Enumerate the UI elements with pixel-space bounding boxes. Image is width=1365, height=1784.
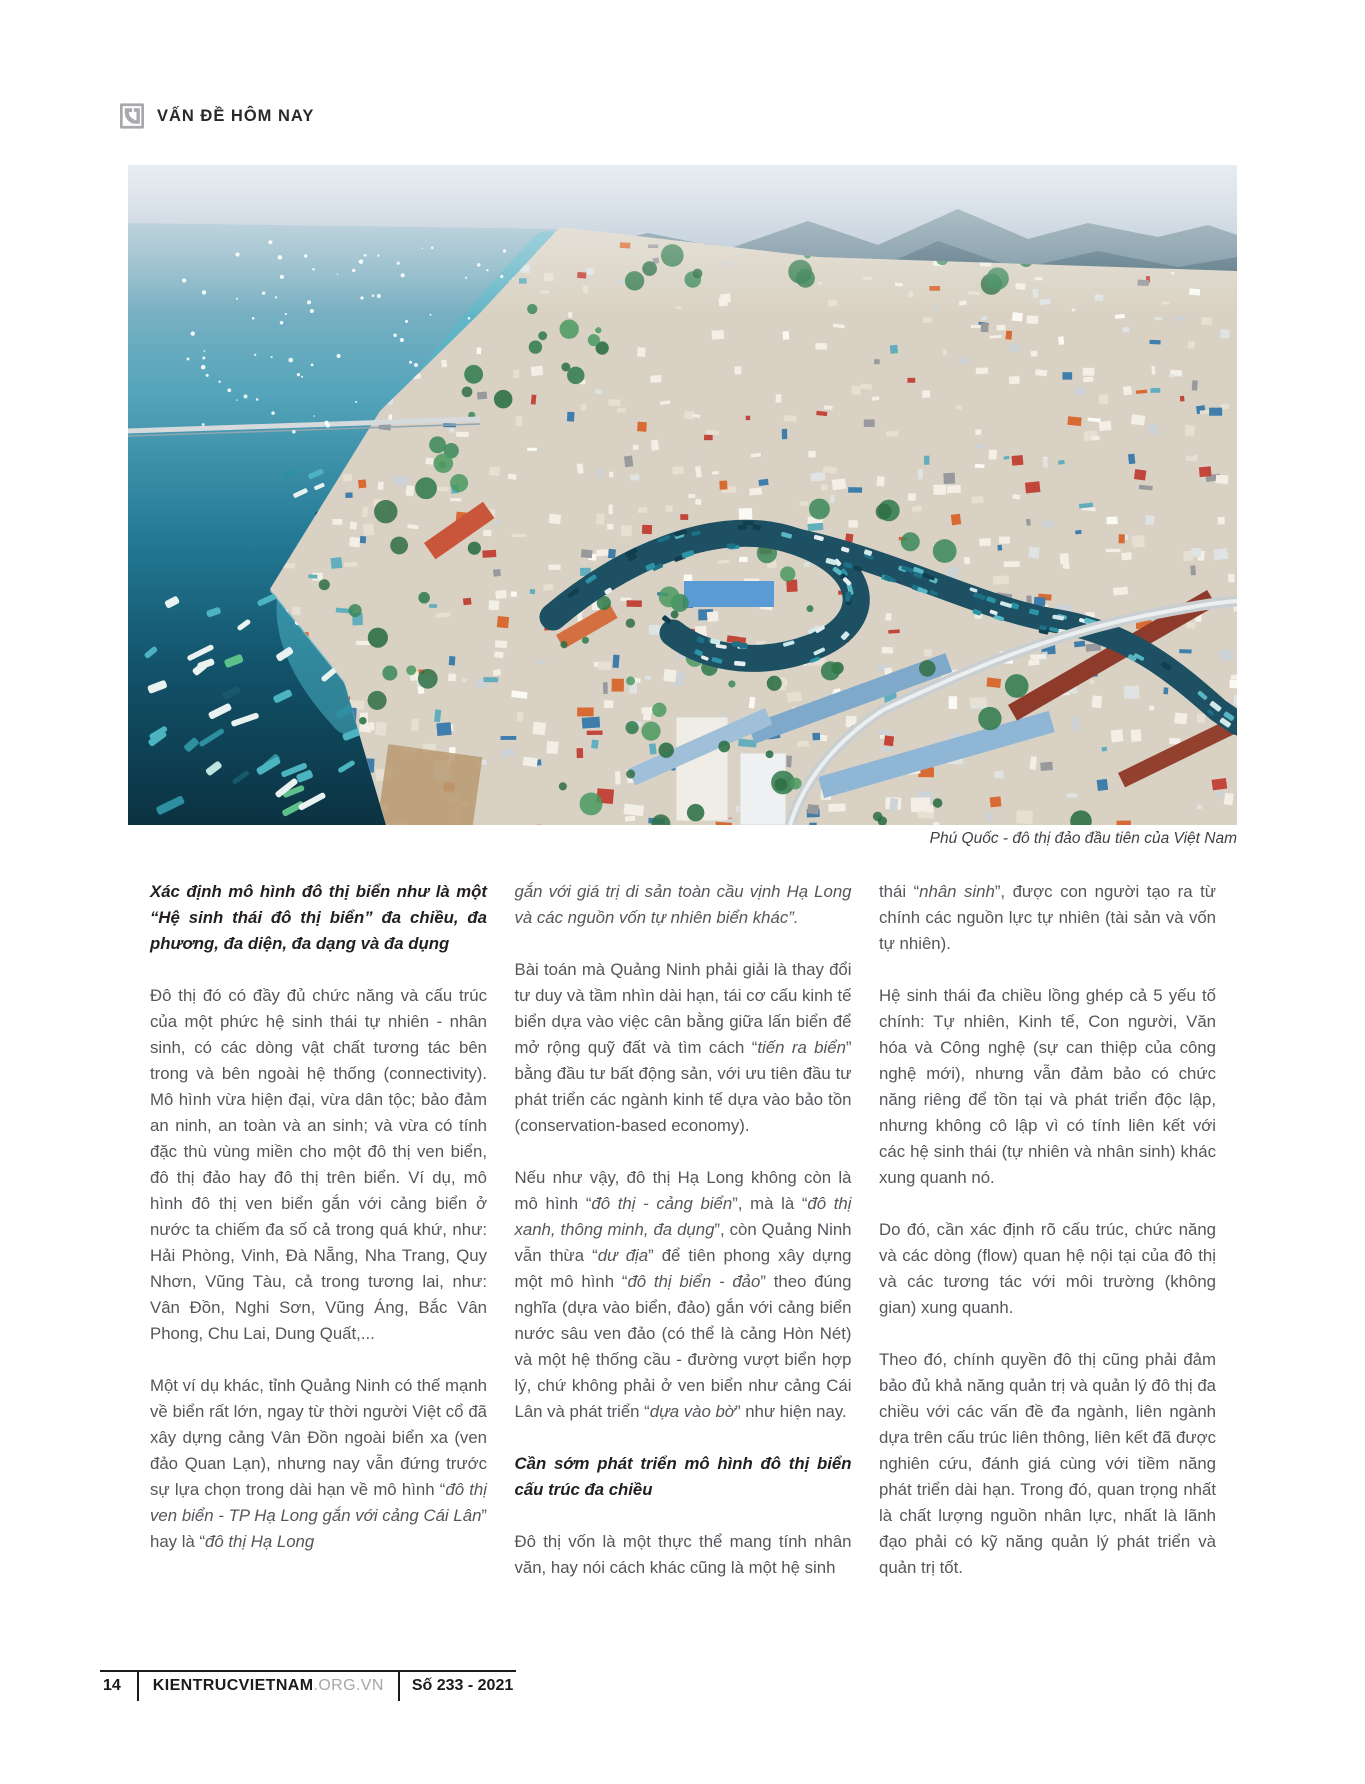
page-footer [100,1670,516,1701]
site-name-light: .ORG.VN [313,1677,384,1694]
article-paragraph: Do đó, cần xác định rõ cấu trúc, chức năng và các dòng (flow) quan hệ nội tại của đô thị và các tương tác với môi trường (không gian) xung quanh. [879,1220,1216,1317]
article-paragraph: Bài toán mà Quảng Ninh phải giải là thay đổi tư duy và tầm nhìn dài hạn, tái cơ cấu kinh tế biển dựa vào việc cân bằng giữa lấn biển để mở rộng quỹ đất và tìm cách “tiến ra biển” bằng đầu tư bất động sản, với ưu tiên đầu tư phát triển các ngành kinh tế dựa vào bảo tồn (conservation-based economy). [514,960,852,1135]
photo-scene [128,165,1237,825]
article-subheading: Cần sớm phát triển mô hình đô thị biển cấu trúc đa chiều [514,1454,852,1499]
article-paragraph: Nếu như vậy, đô thị Hạ Long không còn là mô hình “đô thị - cảng biển”, mà là “đô thị xanh, thông minh, đa dụng”, còn Quảng Ninh vẫn thừa “dư địa” để tiên phong xây dựng một mô hình “đô thị biển - đảo” theo đúng nghĩa (dựa vào biển, đảo) gắn với cảng biển nước sâu ven đảo (có thể là cảng Hòn Nét) và một hệ thống cầu - đường vượt biển hợp lý, chứ không phải ở ven biển như cảng Cái Lân và phát triển “dựa vào bờ” như hiện nay. [514,1168,852,1421]
section-title: VẤN ĐỀ HÔM NAY [157,106,315,125]
article-column-1 [150,879,487,1607]
photo-caption: Phú Quốc - đô thị đảo đầu tiên của Việt Nam [929,830,1237,847]
site-name-bold: KIENTRUCVIETNAM [152,1677,314,1694]
article-subheading: Xác định mô hình đô thị biển như là một “Hệ sinh thái đô thị biển” đa chiều, đa phương, đa diện, đa dạng và đa dụng [150,882,487,953]
article-paragraph: gắn với giá trị di sản toàn cầu vịnh Hạ Long và các nguồn vốn tự nhiên biển khác”. [514,882,852,927]
aerial-photo-phu-quoc [128,165,1237,825]
article-paragraph: Đô thị đó có đầy đủ chức năng và cấu trúc của một phức hệ sinh thái tự nhiên - nhân sinh, có các dòng vật chất tương tác bên trong và bên ngoài hệ thống (connectivity). Mô hình vừa hiện đại, vừa dân tộc; bảo đảm an ninh, an toàn và an sinh; và vừa có tính đặc thù vùng miền cho một đô thị ven biển, đô thị đảo hay đô thị trên biển. Ví dụ, mô hình đô thị ven biển gắn với cảng biển ở nước ta chiếm đa số cả trong quá khứ, như: Hải Phòng, Vinh, Đà Nẵng, Nha Trang, Quy Nhơn, Vũng Tàu, cả trong tương lai, như: Vân Đồn, Nghi Sơn, Vũng Áng, Bắc Vân Phong, Chu Lai, Dung Quất,... [150,986,487,1343]
site-name [137,1672,398,1701]
article-paragraph: Một ví dụ khác, tỉnh Quảng Ninh có thế mạnh về biển rất lớn, ngay từ thời người Việt cổ đã xây dựng cảng Vân Đồn ngoài biển xa (ven đảo Quan Lạn), nhưng nay vẫn đứng trước sự lựa chọn trong dài hạn về mô hình “đô thị ven biển - TP Hạ Long gắn với cảng Cái Lân” hay là “đô thị Hạ Long [150,1376,487,1551]
page-header [120,103,314,129]
article-paragraph: thái “nhân sinh”, được con người tạo ra từ chính các nguồn lực tự nhiên (tài sản và vốn tự nhiên). [879,882,1216,953]
article-column-3 [879,879,1216,1607]
article-paragraph: Hệ sinh thái đa chiều lồng ghép cả 5 yếu tố chính: Tự nhiên, Kinh tế, Con người, Văn hóa và Công nghệ (sự can thiệp của công nghệ mới), nhưng vẫn đảm bảo có chức năng riêng để tồn tại và phát triển độc lập, nhưng không cô lập vì có tính liên kết với các hệ sinh thái (tự nhiên và nhân sinh) khác xung quanh nó. [879,986,1216,1187]
article-columns [150,879,1216,1607]
page-number: 14 [103,1677,121,1694]
article-column-2 [515,879,852,1607]
magazine-logo-icon [120,103,144,129]
article-paragraph: Đô thị vốn là một thực thể mang tính nhân văn, hay nói cách khác cũng là một hệ sinh [514,1532,852,1577]
article-paragraph: Theo đó, chính quyền đô thị cũng phải đảm bảo đủ khả năng quản trị và quản lý đô thị đa chiều với các vấn đề đa ngành, liên ngành dựa trên cấu trúc liên thông, liên kết đã được nghiên cứu, đánh giá cùng với tiềm năng phát triển dài hạn. Trong đó, quan trọng nhất là chất lượng nguồn nhân lực, nhất là lãnh đạo phải có kỹ năng quản lý phát triển và quản trị tốt. [879,1350,1216,1577]
issue-number: Số 233 - 2021 [398,1672,516,1701]
